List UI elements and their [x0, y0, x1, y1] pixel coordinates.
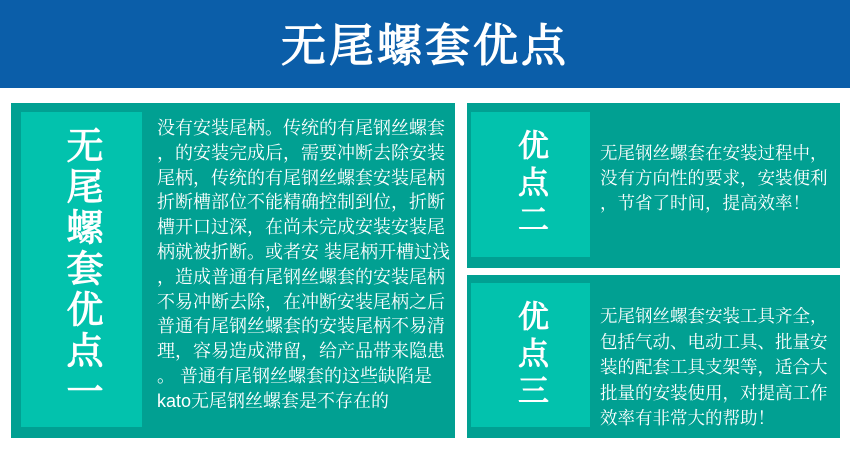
text-line: 理，容易造成滞留，给产品带来隐患 — [157, 341, 445, 362]
header-bar — [0, 0, 850, 88]
advantage-3-label: 优点三 — [513, 299, 548, 411]
advantage-1-label: 无尾螺套优点一 — [61, 126, 102, 413]
advantage-2-label: 优点二 — [513, 129, 548, 240]
text-line: ，节省了时间，提高效率！ — [600, 193, 810, 213]
text-line: 柄就被折断。或者安 装尾柄开槽过浅 — [157, 241, 450, 262]
text-line: 批量的安装使用，对提高工作 — [600, 382, 828, 403]
text-line: 装的配套工具支架等，适合大 — [600, 357, 828, 378]
advantage-1-label-band — [21, 112, 142, 427]
text-line: kato无尾钢丝螺套是不存在的 — [157, 390, 390, 411]
advantage-2-text — [600, 141, 838, 216]
text-line: 没有方向性的要求，安装便利 — [600, 168, 828, 188]
text-line: 尾柄，传统的有尾钢丝螺套安装尾柄 — [157, 167, 445, 188]
advantage-1-text — [157, 116, 453, 414]
advantage-2-label-band — [471, 112, 590, 257]
text-line: 。 普通有尾钢丝螺套的这些缺陷是 — [157, 365, 432, 386]
advantage-3-text — [600, 304, 838, 432]
text-line: ，的安装完成后，需要冲断去除安装 — [157, 142, 445, 163]
text-line: 无尾钢丝螺套在安装过程中， — [600, 143, 828, 163]
panel-advantage-2 — [467, 103, 840, 268]
panel-advantage-3 — [467, 275, 840, 438]
text-line: 效率有非常大的帮助！ — [600, 408, 775, 429]
text-line: ，造成普通有尾钢丝螺套的安装尾柄 — [157, 266, 445, 287]
text-line: 普通有尾钢丝螺套的安装尾柄不易清 — [157, 316, 445, 337]
panel-advantage-1 — [11, 103, 455, 438]
text-line: 折断槽部位不能精确控制到位，折断 — [157, 192, 445, 213]
text-line: 无尾钢丝螺套安装工具齐全， — [600, 306, 828, 326]
advantage-3-label-band — [471, 283, 590, 427]
text-line: 槽开口过深，在尚未完成安装安装尾 — [157, 217, 445, 238]
text-line: 不易冲断去除，在冲断安装尾柄之后 — [157, 291, 445, 312]
page-title: 无尾螺套优点 — [280, 19, 569, 71]
text-line: 没有安装尾柄。传统的有尾钢丝螺套 — [157, 118, 445, 138]
text-line: 包括气动、电动工具、批量安 — [600, 331, 828, 352]
